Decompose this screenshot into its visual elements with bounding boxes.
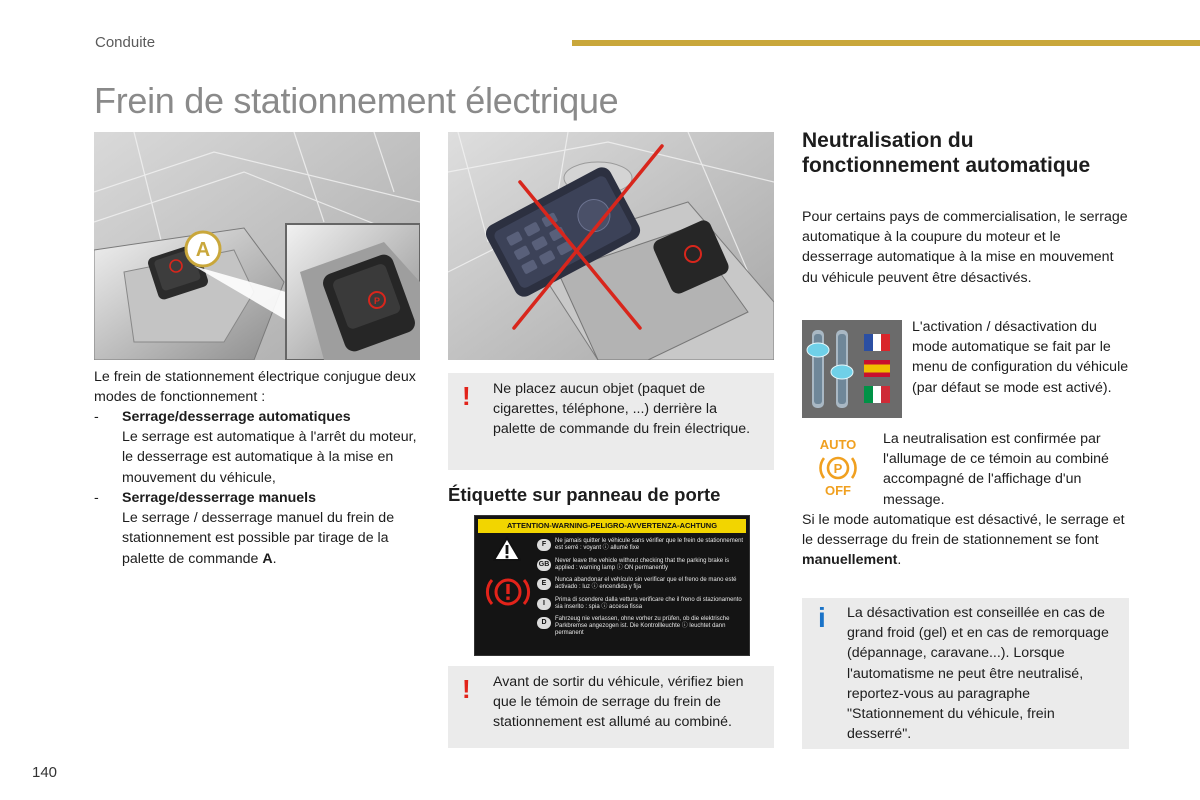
door-label-line-d xyxy=(537,616,747,636)
door-label-line-text: Ne jamais quitter le véhicule sans vérifier que le frein de stationnement est serré : voyant ⓘ allumé fixe xyxy=(555,538,744,552)
manual-mode-text-end: . xyxy=(897,552,902,569)
door-label-line-text: Prima di scendere dalla vettura verificare che il freno di stazionamento sia inserito : spia ⓘ accesa fissa xyxy=(555,596,742,610)
page-number: 140 xyxy=(32,764,58,781)
lang-badge: D xyxy=(537,617,551,629)
mode-manual-body-text: Le serrage / desserrage manuel du frein de stationnement est possible par tirage de la palette de commande xyxy=(122,510,395,567)
neutralisation-intro-text: Pour certains pays de commercialisation, le serrage automatique à la coupure du moteur et le desserrage automatique à la mise en mouvement du véhicule peuvent être désactivés. xyxy=(802,209,1128,286)
lamp-off-label: OFF xyxy=(825,483,851,498)
warning-check-lamp-text: Avant de sortir du véhicule, vérifiez bien que le témoin de serrage du frein de stationnement est allumé au combiné. xyxy=(493,674,744,731)
door-label-line-text: Nunca abandonar el vehículo sin verificar que el freno de mano esté activado : luz ⓘ encendida y fija xyxy=(555,577,737,591)
lamp-confirmation-text: La neutralisation est confirmée par l'allumage de ce témoin au combiné accompagné de l'affichage d'un message. xyxy=(883,431,1109,508)
info-box-deactivation xyxy=(802,598,1129,749)
crossed-out-objects-behind-switch-photo xyxy=(448,132,774,360)
mode-automatic-body: Le serrage est automatique à l'arrêt du moteur, le desserrage est automatique à la mise en mouvement du véhicule, xyxy=(122,429,417,486)
mode-automatic-title: Serrage/desserrage automatiques xyxy=(122,409,351,425)
lang-badge: E xyxy=(537,578,551,590)
switch-menu-text: L'activation / désactivation du mode automatique se fait par le menu de configuration du véhicule (par défaut se mode est activé). xyxy=(912,319,1129,396)
door-label-banner: ATTENTION-WARNING-PELIGRO-AVVERTENZA-ACHTUNG xyxy=(478,519,746,533)
door-label-line-gb xyxy=(537,558,747,578)
door-label-line-text: Fahrzeug nie verlassen, ohne vorher zu prüfen, ob die elektrische Parkbremse angezogen ist. Die Kontrollleuchte ⓘ leuchtet dann permanent xyxy=(555,616,730,637)
warning-objects-text: Ne placez aucun objet (paquet de cigarettes, téléphone, ...) derrière la palette de commande du frein électrique. xyxy=(493,381,751,438)
mode-manual-body-end: . xyxy=(272,550,277,567)
warning-exclamation-icon: ! xyxy=(462,674,471,704)
mode-manual-item xyxy=(94,488,424,569)
mode-manual-bold-letter: A xyxy=(262,550,273,567)
mode-manual-body xyxy=(122,508,424,569)
configuration-menu-icon xyxy=(802,320,902,418)
door-label-lines xyxy=(537,538,747,636)
mode-manual-title: Serrage/desserrage manuels xyxy=(122,490,317,506)
door-label-line-i xyxy=(537,597,747,617)
warning-box-objects xyxy=(448,373,774,470)
callout-letter-a: A xyxy=(195,239,211,261)
info-deactivation-text: La désactivation est conseillée en cas de grand froid (gel) et en cas de remorquage (dépannage, caravane...). Lorsque l'automatisme ne peut être neutralisé, reportez-vous au paragraphe "Stationnement du véhicule, frein desserré". xyxy=(847,605,1109,743)
warning-triangle-icon xyxy=(493,536,521,562)
header-accent-bar xyxy=(572,40,1200,46)
section-label: Conduite xyxy=(95,34,156,51)
mode-automatic-item xyxy=(94,407,424,488)
list-dash: - xyxy=(94,490,99,506)
page-title: Frein de stationnement électrique xyxy=(94,80,619,121)
lang-badge: F xyxy=(537,539,551,551)
auto-p-off-lamp-icon xyxy=(812,436,864,498)
manual-mode-text xyxy=(802,510,1132,571)
door-label-line-f xyxy=(537,538,747,558)
warning-exclamation-icon: ! xyxy=(462,381,471,411)
warning-box-check-lamp xyxy=(448,666,774,748)
manual-mode-text-start: Si le mode automatique est désactivé, le serrage et le desserrage du frein de stationnement se font xyxy=(802,512,1125,549)
manual-mode-bold-word: manuellement xyxy=(802,552,898,569)
door-warning-label xyxy=(474,515,750,656)
parking-brake-lamp-icon xyxy=(483,572,533,612)
svg-text:P: P xyxy=(373,296,381,306)
lang-badge: GB xyxy=(537,559,551,571)
parking-brake-switch-photo xyxy=(94,132,420,360)
lamp-p-label: P xyxy=(833,461,843,476)
lang-badge: I xyxy=(537,598,551,610)
list-dash: - xyxy=(94,409,99,425)
lamp-auto-label: AUTO xyxy=(819,437,857,452)
neutralisation-heading: Neutralisation du fonctionnement automatique xyxy=(802,129,1091,177)
door-label-line-e xyxy=(537,577,747,597)
info-icon: i xyxy=(818,602,826,633)
door-label-heading: Étiquette sur panneau de porte xyxy=(448,484,721,505)
intro-text: Le frein de stationnement électrique conjugue deux modes de fonctionnement : xyxy=(94,369,416,406)
door-label-line-text: Never leave the vehicle without checking that the parking brake is applied : warning lamp ⓘ ON permanently xyxy=(555,557,730,571)
